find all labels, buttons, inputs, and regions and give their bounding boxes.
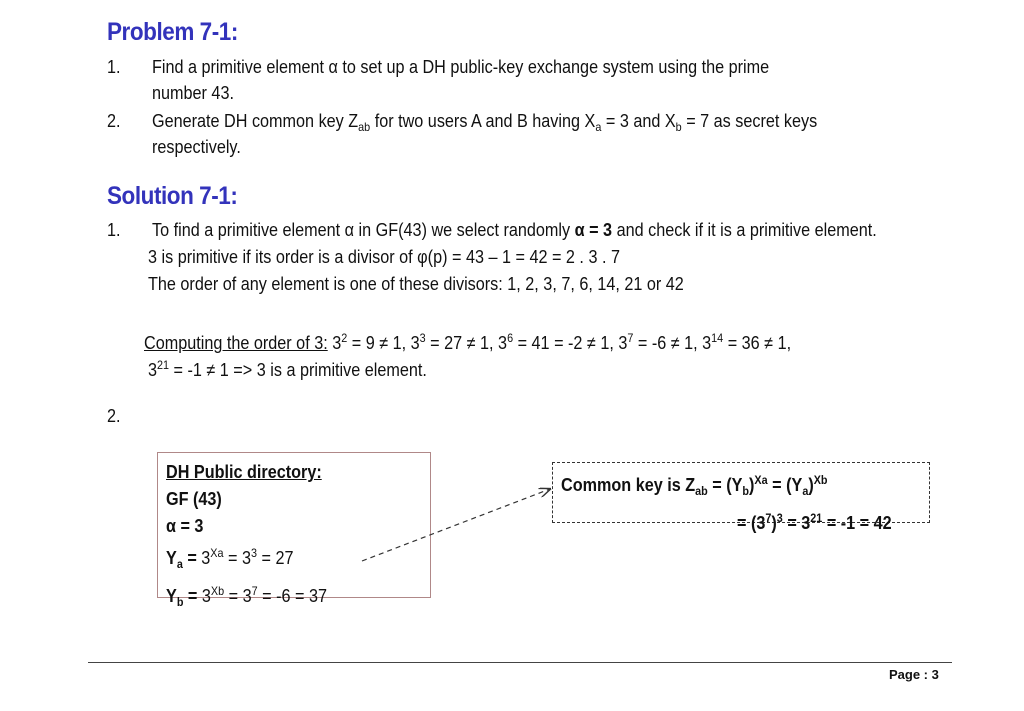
solution-item-1-text: To find a primitive element α in GF(43) we select randomly α = 3 and check if it is a primitive element. xyxy=(152,220,877,240)
dh-directory-yb: $Y_b = 3^{Xb} = 3^7 = -6 = 37$ xyxy=(166,584,327,609)
dh-directory-alpha: α = 3 xyxy=(166,516,204,536)
problem-item-1-text: Find a primitive element α to set up a DH public-key exchange system using the prime xyxy=(152,57,770,77)
solution-primitive-condition: 3 is primitive if its order is a divisor of φ(p) = 43 – 1 = 42 = 2 . 3 . 7 xyxy=(148,247,620,267)
order-computation: Computing the order of 3: $3^2 = 9 \ne 1$, $3^3 = 27 \ne 1$, $3^6 = 41 = -2 \ne 1$, $3^7 = -6 \ne 1$, $3^{14} = 36 \ne 1$, xyxy=(144,331,792,353)
common-key-result: = $(3^7)^3 = 3^{21} = -1 = 42$ xyxy=(737,511,892,533)
problem-item-2-number: 2. xyxy=(107,111,121,131)
problem-item-2-text-cont: respectively. xyxy=(152,137,241,157)
dh-directory-field: GF (43) xyxy=(166,489,222,509)
common-key-formula: Common key is $Z_{ab} = (Y_b)^{Xa} = (Y_a)^{Xb}$ xyxy=(561,473,828,498)
solution-item-1-number: 1. xyxy=(107,220,121,240)
arrow-line xyxy=(362,489,550,561)
order-computation-label: Computing the order of 3: xyxy=(144,333,328,353)
solution-item-2-number: 2. xyxy=(107,406,121,426)
problem-heading: Problem 7-1: xyxy=(107,18,238,46)
problem-item-1-text-cont: number 43. xyxy=(152,83,234,103)
page-number: Page : 3 xyxy=(889,667,939,682)
problem-item-2-text: Generate DH common key $Z_{ab}$ for two users A and B having $X_a = 3$ and $X_b = 7$ as secret keys xyxy=(152,111,818,134)
dh-directory-ya: $Y_a = 3^{Xa} = 3^3 = 27$ xyxy=(166,546,294,571)
problem-item-1-number: 1. xyxy=(107,57,121,77)
solution-divisors: The order of any element is one of these divisors: 1, 2, 3, 7, 6, 14, 21 or 42 xyxy=(148,274,684,294)
solution-heading: Solution 7-1: xyxy=(107,182,238,210)
order-conclusion: $3^{21} = -1 \ne 1 => 3$ is a primitive element. xyxy=(148,358,427,380)
footer-divider xyxy=(88,662,952,663)
dh-directory-title: DH Public directory: xyxy=(166,462,322,482)
